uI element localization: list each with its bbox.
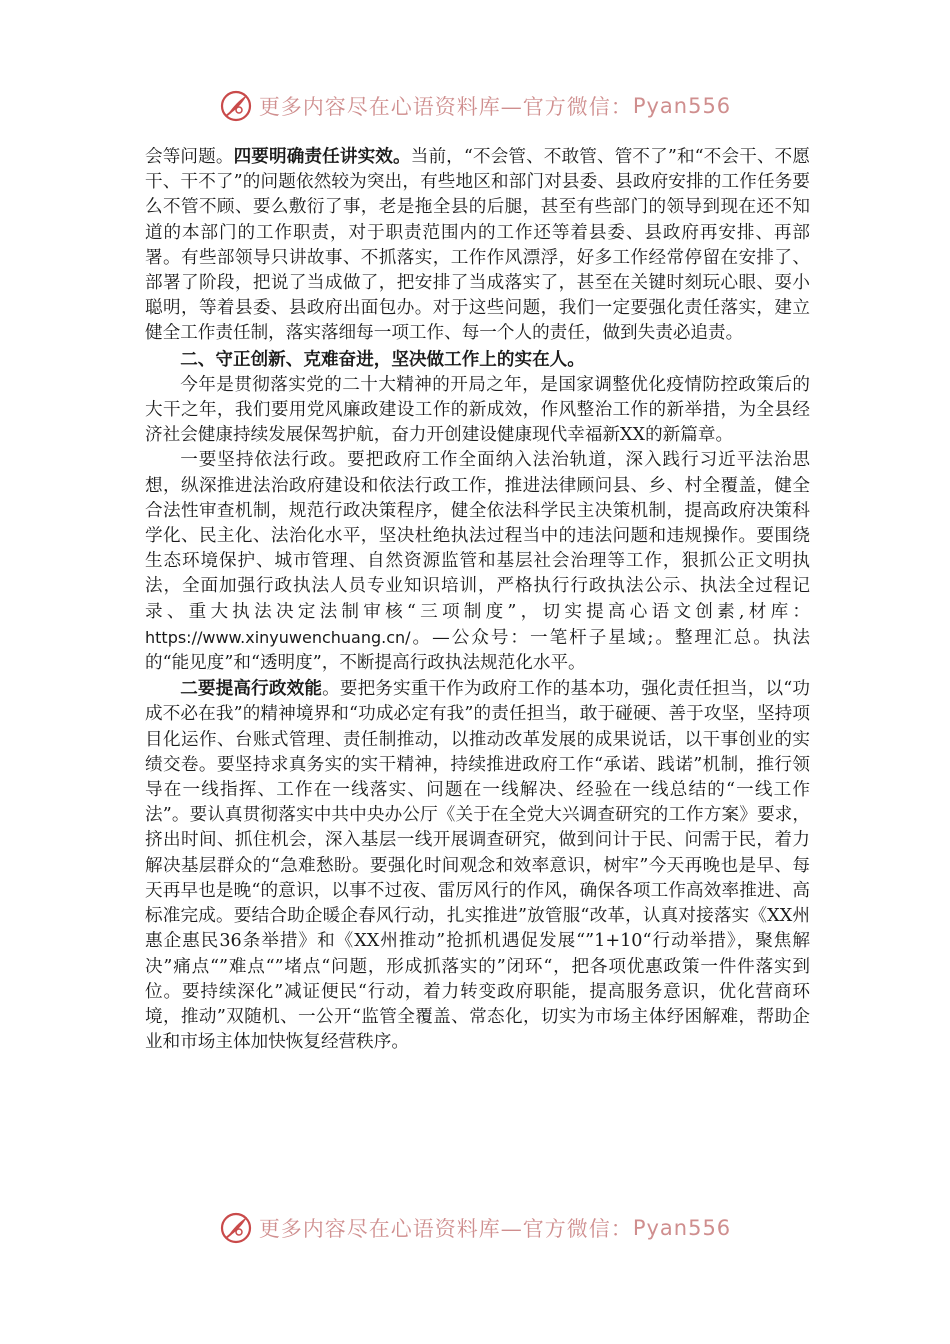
banner-text: 更多内容尽在心语资料库—官方微信： (258, 95, 633, 119)
banner-text: 更多内容尽在心语资料库—官方微信： (258, 1217, 633, 1241)
header-watermark-banner (0, 86, 950, 126)
paragraph-text: 。—公众号：一笔杆子星域;。整理汇总。执法的“能见度”和“透明度”，不断提高行政执法规范化水平。 (145, 627, 810, 674)
paragraph-4 (145, 676, 810, 1055)
banner-wechat-id: Pyan556 (632, 94, 732, 118)
quill-seal-icon (219, 1211, 253, 1245)
footer-watermark-banner (0, 1208, 950, 1248)
paragraph-1 (145, 144, 810, 347)
paragraph-2: 今年是贯彻落实党的二十大精神的开局之年，是国家调整优化疫情防控政策后的大干之年，我们要用党风廉政建设工作的新成效，作风整治工作的新举措，为全县经济社会健康持续发展保驾护航，奋力开创建设健康现代幸福新XX的新篇章。 (145, 374, 810, 446)
paragraph-text: 。要把务实重干作为政府工作的基本功，强化责任担当，以“功成不必在我”的精神境界和“功成必定有我”的责任担当，敢于碰硬、善于攻坚，坚持项目化运作、台账式管理、责任制推动，以推动改革发展的成果说话，以干事创业的实绩交卷。要坚持求真务实的实干精神，持续推进政府工作“承诺、践诺”机制，推行领导在一线指挥、工作在一线落实、问题在一线解决、经验在一线总结的“一线工作法”。要认真贯彻落实中共中央办公厅《关于在全党大兴调查研究的工作方案》要求，挤出时间、抓住机会，深入基层一线开展调查研究，做到问计于民、问需于民，着力解决基层群众的“急难愁盼。要强化时间观念和效率意识，树牢”今天再晚也是早、每天再早也是晚“的意识，以事不过夜、雷厉风行的作风，确保各项工作高效率推进、高标准完成。要结合助企暖企春风行动，扎实推进”放管服“改革，认真对接落实《XX州惠企惠民36条举措》和《XX州推动”抢抓机遇促发展“”1+10“行动举措》，聚焦解决”痛点“”难点“”堵点“问题，形成抓落实的”闭环“，把各项优惠政策一件件落实到位。要持续深化”减证便民“行动，着力转变政府职能，提高服务意识，优化营商环境，推动”双随机、一公开“监管全覆盖、常态化，切实为市场主体纾困解难，帮助企业和市场主体加快恢复经营秩序。 (145, 679, 810, 1053)
document-body (145, 144, 810, 1055)
paragraph-bold-lead: 四要明确责任讲实效。 (233, 146, 411, 167)
paragraph-lead: 会等问题。 (145, 147, 234, 167)
banner-wechat-id: Pyan556 (632, 1216, 732, 1240)
section-heading (145, 347, 810, 373)
section-heading-text: 二、守正创新、克难奋进，坚决做工作上的实在人。 (180, 348, 585, 370)
paragraph-text: 当前，“不会管、不敢管、管不了”和“不会干、不愿干、干不了”的问题依然较为突出，有些地区和部门对县委、县政府安排的工作任务要么不管不顾、要么敷衍了事，老是拖全县的后腿，甚至有些部门的领导到现在还不知道的本部门的工作职责，对于职责范围内的工作还等着县委、县政府再安排、再部署。有些部领导只讲故事、不抓落实，工作作风漂浮，好多工作经常停留在安排了、部署了阶段，把说了当成做了，把安排了当成落实了，甚至在关键时刻玩心眼、耍小聪明，等着县委、县政府出面包办。对于这些问题，我们一定要强化责任落实，建立健全工作责任制，落实落细每一项工作、每一个人的责任，做到失责必追责。 (145, 147, 810, 344)
website-url: https://www.xinyuwenchuang.cn/ (145, 627, 411, 647)
paragraph-text: 一要坚持依法行政。要把政府工作全面纳入法治轨道，深入践行习近平法治思想，纵深推进法治政府建设和依法行政工作，推进法律顾问县、乡、村全覆盖，健全合法性审查机制，规范行政决策程序，健全依法科学民主决策机制，提高政府决策科学化、民主化、法治化水平，坚决杜绝执法过程当中的违法问题和违规操作。要围绕生态环境保护、城市管理、自然资源监管和基层社会治理等工作，狠抓公正文明执法，全面加强行政执法人员专业知识培训，严格执行行政执法公示、执法全过程记录、重大执法决定法制审核“三项制度”，切实提高心语文创素,材库： (145, 450, 810, 622)
paragraph-3 (145, 448, 810, 676)
quill-seal-icon (219, 89, 253, 123)
paragraph-bold-lead: 二要提高行政效能 (180, 678, 323, 700)
